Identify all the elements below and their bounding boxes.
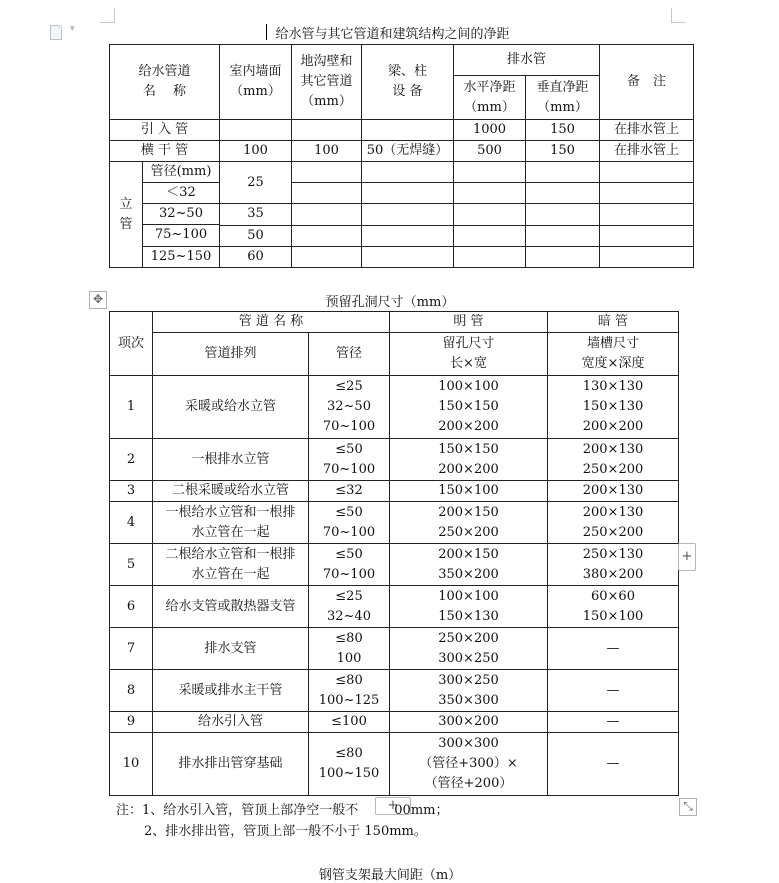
table-resize-handle[interactable]: ⤡: [679, 798, 697, 816]
pipe-diameter: ≤32: [309, 481, 390, 502]
table-row: [110, 733, 679, 796]
row-number: 4: [110, 502, 153, 544]
table-row: [110, 544, 679, 586]
groove-size: —: [548, 628, 679, 670]
table-row: [110, 376, 679, 439]
row-number: 7: [110, 628, 153, 670]
page-corner-top-right: [671, 8, 686, 23]
hole-size: 100×100 150×130: [390, 586, 548, 628]
hole-size: 300×250 350×300: [390, 670, 548, 712]
pipe-arrangement: 一根给水立管和一根排 水立管在一起: [153, 502, 309, 544]
pipe-arrangement: 给水引入管: [153, 712, 309, 733]
header-concealed: 暗 管: [548, 312, 679, 333]
riser-label: 立 管: [110, 162, 143, 267]
hole-size: 100×100 150×150 200×200: [390, 376, 548, 439]
hole-size: 200×150 250×200: [390, 502, 548, 544]
pipe-arrangement: 一根排水立管: [153, 439, 309, 481]
table-row: 横 干 管 100 100 50（无焊缝） 500 150 在排水管上: [110, 141, 694, 162]
pipe-diameter: ≤100: [309, 712, 390, 733]
groove-size: 200×130 250×200: [548, 439, 679, 481]
header-wall: 室内墙面 （mm）: [220, 45, 292, 120]
pipe-diameter: ≤25 32~50 70~100: [309, 376, 390, 439]
header-trench: 地沟壁和 其它管道 （mm）: [292, 45, 362, 120]
header-diameter: 管径: [309, 333, 390, 376]
table-row: 引 入 管 1000 150 在排水管上: [110, 120, 694, 141]
row-number: 10: [110, 733, 153, 796]
header-arrangement: 管道排列: [153, 333, 309, 376]
table-row: 50: [110, 225, 694, 246]
reserved-hole-table: [109, 311, 679, 796]
hole-size: 250×200 300×250: [390, 628, 548, 670]
table-row: [110, 712, 679, 733]
row-number: 9: [110, 712, 153, 733]
clearance-table: [109, 44, 694, 268]
table-row: [110, 481, 679, 502]
pipe-diameter: ≤50 70~100: [309, 502, 390, 544]
pipe-arrangement: 二根采暖或给水立管: [153, 481, 309, 502]
header-groove-size: 墙槽尺寸 宽度×深度: [548, 333, 679, 376]
hole-size: 150×100: [390, 481, 548, 502]
table-row: 立 管 管径(mm) ＜32 32~50 75~100 125~150 25: [110, 162, 694, 183]
pipe-arrangement: 二根给水立管和一根排 水立管在一起: [153, 544, 309, 586]
pipe-diameter: ≤25 32~40: [309, 586, 390, 628]
table-row: [110, 502, 679, 544]
header-beam: 梁、柱 设 备: [362, 45, 454, 120]
header-remarks: 备 注: [600, 45, 694, 120]
header-horizontal: 水平净距 （mm）: [454, 76, 526, 120]
header-vertical: 垂直净距 （mm）: [526, 76, 600, 120]
row-number: 2: [110, 439, 153, 481]
header-pipe-name: 管 道 名 称: [153, 312, 390, 333]
row-number: 1: [110, 376, 153, 439]
add-column-button[interactable]: +: [678, 543, 696, 571]
chevron-down-icon[interactable]: ▾: [70, 24, 75, 34]
pipe-arrangement: 给水支管或散热器支管: [153, 586, 309, 628]
pipe-diameter: ≤50 70~100: [309, 439, 390, 481]
groove-size: 250×130 380×200: [548, 544, 679, 586]
pipe-arrangement: 排水排出管穿基础: [153, 733, 309, 796]
page-corner-top-left: [100, 8, 115, 23]
row-number: 8: [110, 670, 153, 712]
riser-group: 立 管 管径(mm) ＜32 32~50 75~100 125~150: [110, 162, 220, 268]
header-pipe-name: 给水管道 名 称: [110, 45, 220, 120]
groove-size: 60×60 150×100: [548, 586, 679, 628]
hole-size: 300×300 （管径+300）× （管径+200）: [390, 733, 548, 796]
hole-size: 300×200: [390, 712, 548, 733]
table-row: 35: [110, 204, 694, 225]
groove-size: —: [548, 670, 679, 712]
table-move-handle[interactable]: ✥: [89, 291, 107, 309]
header-item-no: 项次: [110, 312, 153, 376]
table-row: [110, 439, 679, 481]
pipe-arrangement: 采暖或给水立管: [153, 376, 309, 439]
groove-size: 200×130: [548, 481, 679, 502]
table-row: [110, 670, 679, 712]
header-drain: 排水管: [454, 45, 600, 76]
groove-size: —: [548, 733, 679, 796]
pipe-diameter: ≤50 70~100: [309, 544, 390, 586]
note-line-1: 注：1、给水引入管，管顶上部净空一般不 00mm；: [116, 803, 449, 818]
table-row: [110, 628, 679, 670]
groove-size: 200×130 250×200: [548, 502, 679, 544]
pipe-arrangement: 排水支管: [153, 628, 309, 670]
pipe-diameter: ≤80 100~125: [309, 670, 390, 712]
note-line-2: 2、排水排出管，管顶上部一般不小于 150mm。: [144, 824, 427, 839]
table2-title: 预留孔洞尺寸（mm）: [325, 295, 455, 310]
hole-size: 200×150 350×200: [390, 544, 548, 586]
add-row-button[interactable]: +: [375, 797, 411, 815]
document-icon[interactable]: [50, 25, 62, 40]
table-row: 60: [110, 246, 694, 267]
row-number: 6: [110, 586, 153, 628]
pipe-diameter: ≤80 100: [309, 628, 390, 670]
row-number: 5: [110, 544, 153, 586]
groove-size: 130×130 150×130 200×200: [548, 376, 679, 439]
next-table-title: 钢管支架最大间距（m）: [318, 868, 462, 883]
groove-size: —: [548, 712, 679, 733]
row-number: 3: [110, 481, 153, 502]
hole-size: 150×150 200×200: [390, 439, 548, 481]
pipe-arrangement: 采暖或排水主干管: [153, 670, 309, 712]
table-row: [110, 586, 679, 628]
header-exposed: 明 管: [390, 312, 548, 333]
table1-title: 给水管与其它管道和建筑结构之间的净距: [275, 27, 510, 42]
header-hole-size: 留孔尺寸 长×宽: [390, 333, 548, 376]
pipe-diameter: ≤80 100~150: [309, 733, 390, 796]
